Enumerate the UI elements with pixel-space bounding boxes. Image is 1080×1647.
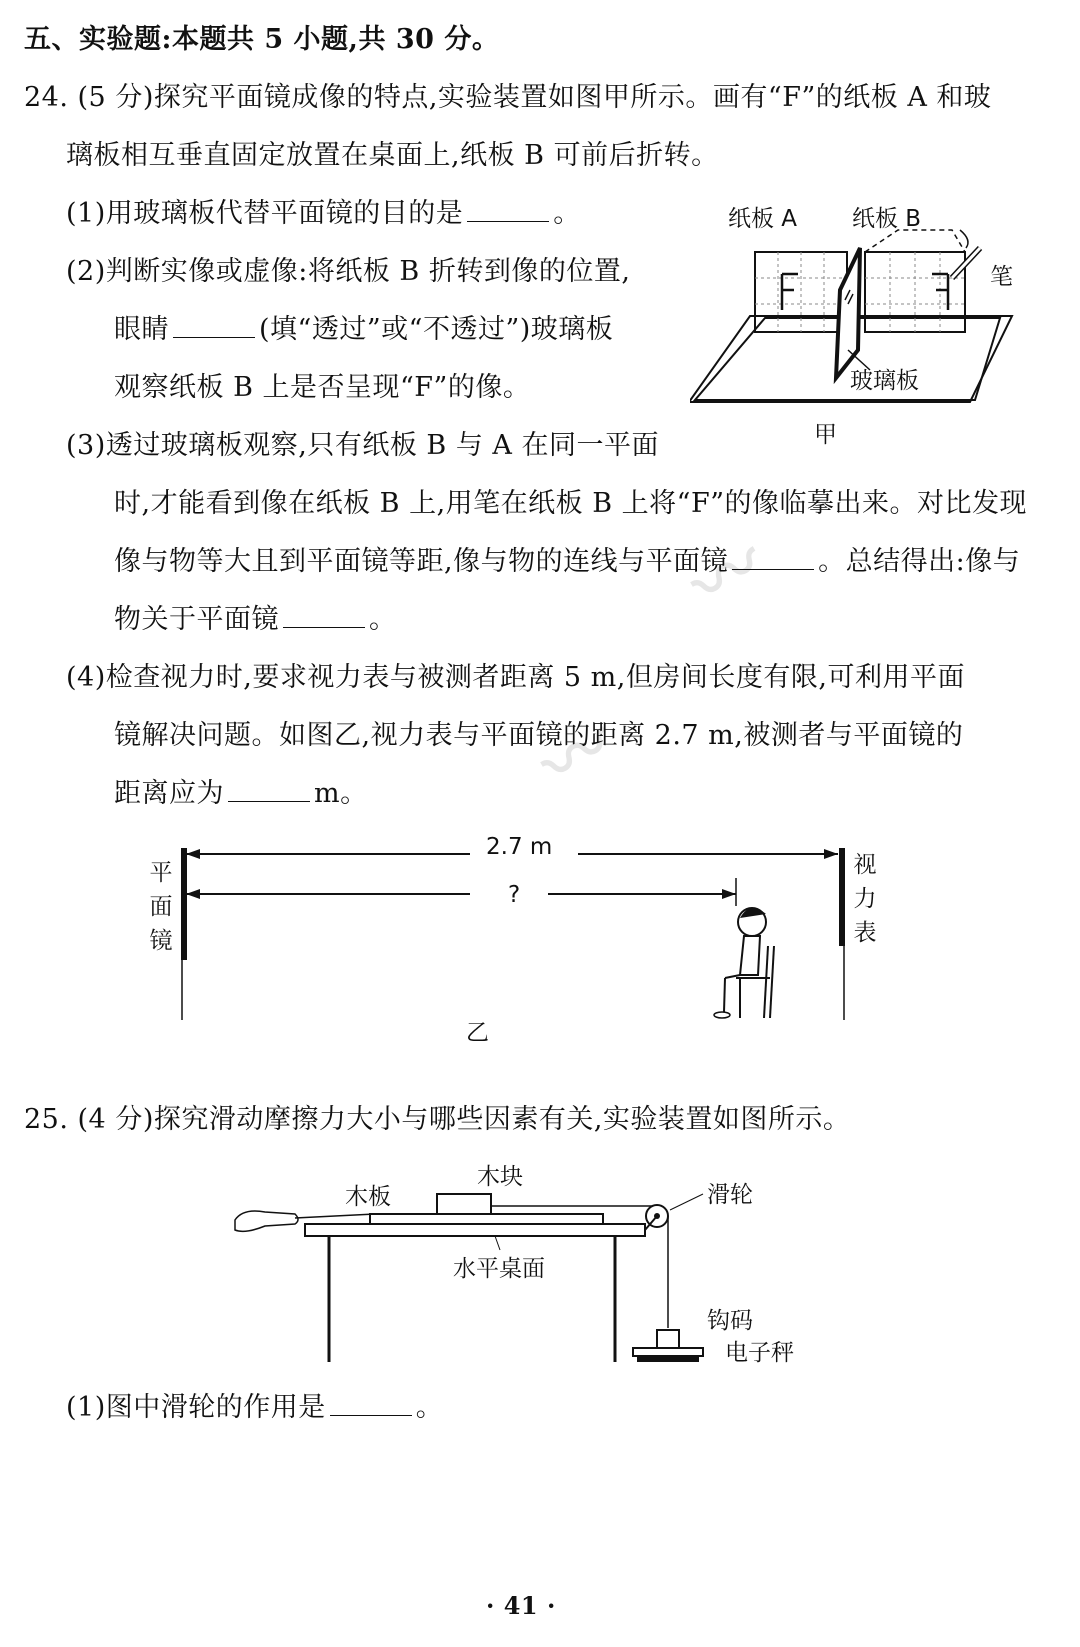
q25-part1-text: (1)图中滑轮的作用是 bbox=[66, 1392, 326, 1423]
answer-blank[interactable] bbox=[732, 543, 814, 570]
q24-part3-end: 。 bbox=[369, 604, 397, 635]
label-glass: 玻璃板 bbox=[850, 368, 919, 394]
label-dist-unknown: ? bbox=[508, 882, 521, 908]
label-pulley: 滑轮 bbox=[707, 1182, 753, 1208]
label-scale: 电子秤 bbox=[725, 1340, 794, 1366]
q24-part3-text-c: 物关于平面镜 bbox=[114, 604, 279, 635]
q24-part3-line3 bbox=[114, 542, 1020, 582]
label-weight: 钩码 bbox=[707, 1308, 753, 1334]
watermark: 〰 bbox=[676, 521, 779, 629]
q25-part1-end: 。 bbox=[415, 1392, 444, 1423]
q24-part4-text: 距离应为 bbox=[114, 778, 224, 809]
label-board-b: 纸板 B bbox=[852, 206, 922, 232]
watermark: 〰 bbox=[526, 701, 629, 809]
q24-part3-text: 像与物等大且到平面镜等距,像与物的连线与平面镜 bbox=[114, 546, 729, 577]
q24-part4-line2: 镜解决问题。如图乙,视力表与平面镜的距离 2.7 m,被测者与平面镜的 bbox=[114, 720, 964, 751]
answer-blank[interactable] bbox=[173, 311, 255, 338]
page-number: · 41 · bbox=[486, 1591, 556, 1620]
figure-q25 bbox=[225, 1150, 845, 1380]
label-board: 木板 bbox=[345, 1184, 391, 1210]
q24-part2-text-b: (填“透过”或“不透过”)玻璃板 bbox=[259, 314, 614, 345]
figure-jia bbox=[690, 190, 1060, 470]
answer-blank[interactable] bbox=[283, 601, 365, 628]
label-pen: 笔 bbox=[990, 264, 1013, 290]
answer-blank[interactable] bbox=[228, 775, 310, 802]
q24-part4-end: m。 bbox=[314, 778, 368, 809]
q25-stem: 25. (4 分)探究滑动摩擦力大小与哪些因素有关,实验装置如图所示。 bbox=[24, 1104, 851, 1135]
q24-part1-end: 。 bbox=[553, 198, 581, 229]
q25-part1 bbox=[66, 1388, 443, 1428]
q24-part4-line3 bbox=[114, 774, 368, 814]
answer-blank[interactable] bbox=[467, 195, 549, 222]
label-table: 水平桌面 bbox=[453, 1256, 545, 1282]
label-eye-chart: 视力表 bbox=[853, 852, 877, 946]
label-block: 木块 bbox=[477, 1164, 523, 1190]
q24-stem-line1: 24. (5 分)探究平面镜成像的特点,实验装置如图甲所示。画有“F”的纸板 A 和玻 bbox=[24, 82, 992, 113]
q24-part3-line2: 时,才能看到像在纸板 B 上,用笔在纸板 B 上将“F”的像临摹出来。对比发现 bbox=[114, 488, 1028, 519]
label-dist-total: 2.7 m bbox=[486, 834, 553, 860]
label-mirror: 平面镜 bbox=[149, 860, 173, 954]
figure-yi bbox=[150, 834, 910, 1050]
q24-part3-line1: (3)透过玻璃板观察,只有纸板 B 与 A 在同一平面 bbox=[66, 430, 659, 461]
q24-part2-line2 bbox=[114, 310, 613, 350]
q24-part2-line3: 观察纸板 B 上是否呈现“F”的像。 bbox=[114, 372, 531, 403]
figure-yi-drawing bbox=[150, 840, 910, 1050]
q24-part3-text-b: 。总结得出:像与 bbox=[818, 546, 1021, 577]
answer-blank[interactable] bbox=[330, 1389, 412, 1416]
q24-part1-text: (1)用玻璃板代替平面镜的目的是 bbox=[66, 198, 464, 229]
q24-part1 bbox=[66, 194, 581, 234]
q24-part3-line4 bbox=[114, 600, 397, 640]
figure-yi-caption: 乙 bbox=[466, 1020, 489, 1046]
section-heading: 五、实验题:本题共 5 小题,共 30 分。 bbox=[24, 24, 500, 55]
label-board-a: 纸板 A bbox=[728, 206, 798, 232]
q24-part2-line1: (2)判断实像或虚像:将纸板 B 折转到像的位置, bbox=[66, 256, 631, 287]
q24-part4-line1: (4)检查视力时,要求视力表与被测者距离 5 m,但房间长度有限,可利用平面 bbox=[66, 662, 965, 693]
figure-jia-caption: 甲 bbox=[814, 422, 837, 448]
q24-stem-line2: 璃板相互垂直固定放置在桌面上,纸板 B 可前后折转。 bbox=[66, 140, 719, 171]
q24-part2-text: 眼睛 bbox=[114, 314, 169, 345]
